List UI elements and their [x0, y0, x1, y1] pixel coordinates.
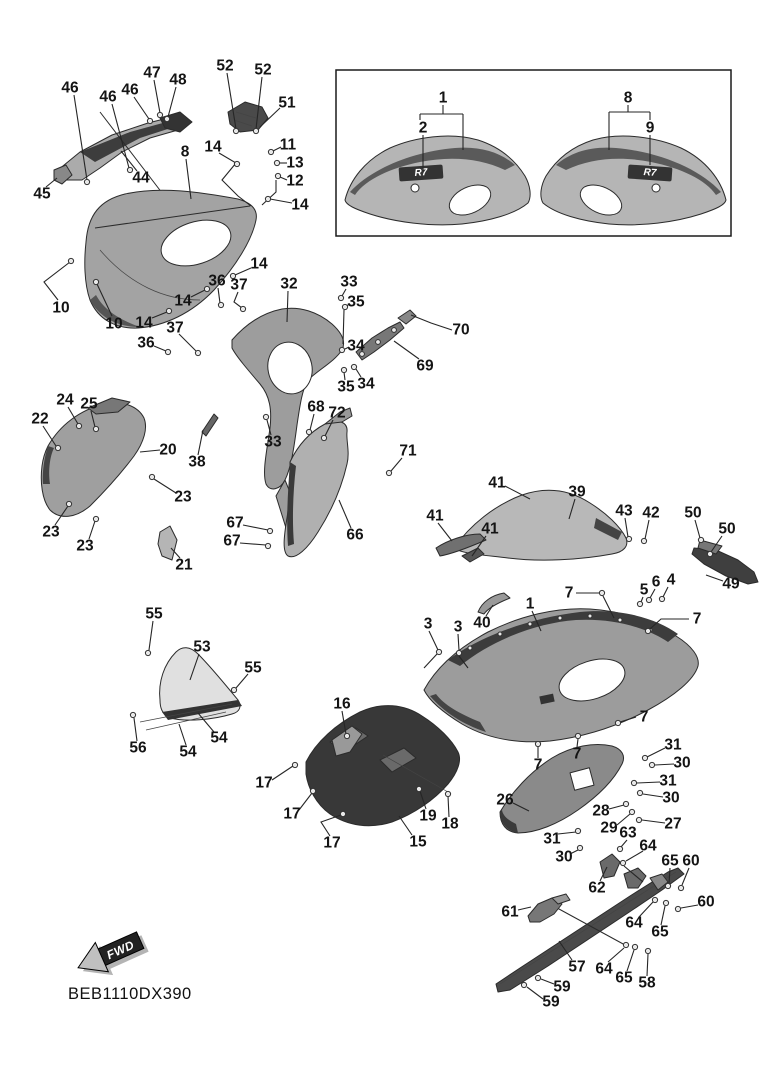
callout-62: 62 [588, 879, 606, 897]
callout-58: 58 [638, 974, 656, 992]
fastener-dot [275, 173, 280, 178]
fastener-dot [645, 948, 650, 953]
leader-line [240, 543, 266, 545]
fastener-dot [93, 279, 98, 284]
fastener-dot [629, 809, 634, 814]
leader-line [627, 950, 634, 971]
leader-line [44, 262, 70, 300]
leader-line [411, 315, 452, 330]
fastener-dot [456, 650, 461, 655]
callout-32: 32 [280, 275, 298, 293]
fastener-dot [645, 628, 650, 633]
fastener-dot [575, 828, 580, 833]
fastener-dot [166, 308, 171, 313]
fastener-dot [218, 302, 223, 307]
fastener-dot [321, 435, 326, 440]
callout-41: 41 [488, 474, 506, 492]
callout-63: 63 [619, 824, 637, 842]
leader-line [647, 954, 648, 976]
fwd-label: FWD [104, 937, 137, 963]
callout-19: 19 [419, 807, 437, 825]
callout-53: 53 [193, 638, 211, 656]
fastener-dot [145, 650, 150, 655]
callout-39: 39 [568, 483, 586, 501]
fastener-dot [263, 414, 268, 419]
callout-64: 64 [625, 914, 643, 932]
fastener-dot [626, 536, 631, 541]
callout-52: 52 [216, 57, 234, 75]
fastener-dot [663, 900, 668, 905]
fastener-dot [240, 306, 245, 311]
fastener-dot [341, 367, 346, 372]
fastener-dot [195, 350, 200, 355]
callout-15: 15 [409, 833, 427, 851]
part-69-rivet [392, 328, 397, 333]
callout-45: 45 [33, 185, 51, 203]
fastener-dot [620, 860, 625, 865]
fastener-dot [386, 470, 391, 475]
fastener-dot [631, 780, 636, 785]
callout-55: 55 [145, 605, 163, 623]
callout-66: 66 [346, 526, 364, 544]
callout-46: 46 [99, 88, 117, 106]
leader-line [310, 414, 314, 430]
callout-22: 22 [31, 410, 49, 428]
callout-60: 60 [682, 852, 700, 870]
callout-6: 6 [651, 573, 661, 591]
callout-52: 52 [254, 61, 272, 79]
leader-line [663, 587, 668, 597]
leader-line [661, 906, 665, 925]
fastener-dot [623, 942, 628, 947]
callout-41: 41 [426, 507, 444, 525]
leader-line [647, 748, 665, 757]
callout-14: 14 [135, 314, 153, 332]
fastener-dot [165, 349, 170, 354]
callout-42: 42 [642, 504, 660, 522]
fastener-dot [599, 590, 604, 595]
callout-3: 3 [423, 615, 433, 633]
inset-right-logo: R7 [643, 167, 657, 179]
leader-line [154, 80, 160, 113]
callout-33: 33 [340, 273, 358, 291]
fastener-dot [577, 845, 582, 850]
callout-49: 49 [722, 575, 740, 593]
callout-37: 37 [166, 319, 184, 337]
leader-line [149, 621, 153, 650]
callout-59: 59 [553, 978, 571, 996]
callout-30: 30 [662, 789, 680, 807]
leader-line [458, 634, 459, 650]
callout-30: 30 [555, 848, 573, 866]
callout-4: 4 [666, 571, 676, 589]
callout-61: 61 [501, 903, 519, 921]
leader-line [609, 805, 624, 809]
leader-line [154, 479, 176, 493]
fastener-dot [233, 128, 238, 133]
leader-line [179, 334, 196, 351]
leader-line [343, 310, 344, 344]
callout-67: 67 [223, 532, 241, 550]
leader-line [518, 907, 531, 910]
fastener-dot [338, 295, 343, 300]
callout-27: 27 [664, 815, 682, 833]
fastener-dot [76, 423, 81, 428]
leader-line [134, 97, 149, 119]
callout-7: 7 [639, 708, 649, 726]
callout-23: 23 [42, 523, 60, 541]
callout-7: 7 [533, 756, 543, 774]
callout-38: 38 [188, 453, 206, 471]
fastener-dot [339, 347, 344, 352]
fastener-dot [659, 596, 664, 601]
callout-51: 51 [278, 94, 296, 112]
fastener-dot [147, 118, 152, 123]
callout-31: 31 [543, 830, 561, 848]
leader-line [235, 268, 251, 275]
fastener-dot [649, 762, 654, 767]
callout-64: 64 [595, 960, 613, 978]
fastener-dot [416, 786, 421, 791]
leader-line [272, 766, 293, 780]
callout-14: 14 [174, 292, 192, 310]
leader-line [339, 500, 351, 528]
leader-line [234, 292, 242, 308]
leader-line [140, 450, 160, 452]
fastener-dot [84, 179, 89, 184]
fastener-dot [707, 551, 712, 556]
fastener-dot [698, 537, 703, 542]
fastener-dot [231, 687, 236, 692]
callout-36: 36 [208, 272, 226, 290]
fastener-dot [66, 501, 71, 506]
callout-2: 2 [418, 119, 428, 137]
callout-50: 50 [718, 520, 736, 538]
fastener-dot [675, 906, 680, 911]
leader-line [394, 341, 419, 359]
leader-line [429, 631, 438, 650]
fastener-dot [340, 811, 345, 816]
leader-line [399, 816, 412, 835]
callout-30: 30 [673, 754, 691, 772]
leader-line [655, 764, 674, 765]
callout-43: 43 [615, 502, 633, 520]
leader-line [179, 724, 186, 745]
callout-46: 46 [121, 81, 139, 99]
leader-line [617, 814, 630, 825]
fastener-dot [265, 543, 270, 548]
callout-65: 65 [651, 923, 669, 941]
callout-48: 48 [169, 71, 187, 89]
inset-overview [336, 70, 731, 236]
fastener-dot [665, 883, 670, 888]
callout-34: 34 [347, 337, 365, 355]
callout-71: 71 [399, 442, 417, 460]
inset-left-fairing [345, 136, 530, 225]
fastener-dot [130, 712, 135, 717]
callout-26: 26 [496, 791, 514, 809]
callout-17: 17 [283, 805, 301, 823]
callout-18: 18 [441, 815, 459, 833]
fastener-dot [268, 149, 273, 154]
fastener-dot [344, 733, 349, 738]
fastener-dot [68, 258, 73, 263]
callout-35: 35 [347, 293, 365, 311]
callout-14: 14 [250, 255, 268, 273]
leader-line [438, 523, 452, 541]
part-40-arc [478, 593, 510, 614]
part-62-bracket [624, 868, 646, 888]
leader-line [643, 794, 663, 797]
callout-5: 5 [639, 581, 649, 599]
fastener-dot [575, 733, 580, 738]
leader-line [134, 718, 137, 741]
callout-7: 7 [692, 610, 702, 628]
leader-line [299, 793, 312, 810]
callout-17: 17 [323, 834, 341, 852]
callout-70: 70 [452, 321, 470, 339]
fastener-dot [632, 944, 637, 949]
callout-31: 31 [659, 772, 677, 790]
fastener-dot [149, 474, 154, 479]
callout-20: 20 [159, 441, 177, 459]
callout-23: 23 [76, 537, 94, 555]
leader-line [218, 288, 220, 303]
fastener-dot [436, 649, 441, 654]
fastener-dot [636, 817, 641, 822]
leader-line [558, 832, 576, 834]
callout-41: 41 [481, 520, 499, 538]
callout-46: 46 [61, 79, 79, 97]
leader-line [198, 430, 203, 455]
callout-29: 29 [600, 819, 618, 837]
callout-3: 3 [453, 618, 463, 636]
callout-68: 68 [307, 398, 325, 416]
drawing-code: BEB1110DX390 [68, 985, 192, 1003]
fastener-dot [535, 741, 540, 746]
leader-line [391, 458, 402, 471]
fastener-dot [678, 885, 683, 890]
fastener-dot [615, 720, 620, 725]
callout-54: 54 [210, 729, 228, 747]
callout-9: 9 [645, 119, 655, 137]
callout-28: 28 [592, 802, 610, 820]
callout-25: 25 [80, 395, 98, 413]
callout-8: 8 [180, 143, 190, 161]
callout-14: 14 [204, 138, 222, 156]
fastener-dot [253, 128, 258, 133]
fastener-dot [93, 516, 98, 521]
callout-21: 21 [175, 556, 193, 574]
callout-65: 65 [661, 852, 679, 870]
fastener-dot [445, 791, 450, 796]
callout-17: 17 [255, 774, 273, 792]
leader-line [682, 868, 689, 885]
callout-72: 72 [328, 404, 346, 422]
callout-64: 64 [639, 837, 657, 855]
leader-line [243, 525, 268, 530]
callout-12: 12 [286, 172, 304, 190]
callout-10: 10 [52, 299, 70, 317]
fastener-dot [164, 116, 169, 121]
fastener-dot [641, 538, 646, 543]
callout-33: 33 [264, 433, 282, 451]
fwd-arrow [72, 924, 152, 987]
fastener-dot [521, 982, 526, 987]
callout-54: 54 [179, 743, 197, 761]
callout-1: 1 [525, 595, 535, 613]
fastener-dot [274, 160, 279, 165]
fastener-dot [157, 112, 162, 117]
callout-56: 56 [129, 739, 147, 757]
callout-60: 60 [697, 893, 715, 911]
callout-36: 36 [137, 334, 155, 352]
leader-line [154, 346, 166, 351]
leader-line [645, 520, 649, 539]
callout-13: 13 [286, 154, 304, 172]
callout-50: 50 [684, 504, 702, 522]
fastener-dot [310, 788, 315, 793]
leader-line [424, 654, 437, 668]
callout-59: 59 [542, 993, 560, 1011]
callout-37: 37 [230, 276, 248, 294]
fastener-dot [652, 897, 657, 902]
leader-line [637, 782, 660, 783]
fastener-dot [351, 364, 356, 369]
fastener-dot [234, 161, 239, 166]
callout-16: 16 [333, 695, 351, 713]
callout-44: 44 [132, 169, 150, 187]
callout-1: 1 [438, 89, 448, 107]
leader-line [706, 575, 723, 581]
leader-line [270, 199, 292, 203]
fastener-dot [623, 801, 628, 806]
part-70-bracket [398, 310, 416, 324]
part-38-sliver [202, 414, 218, 436]
fastener-dot [267, 528, 272, 533]
callout-10: 10 [105, 315, 123, 333]
leader-line [681, 905, 698, 908]
fastener-dot [642, 755, 647, 760]
fastener-dot [637, 601, 642, 606]
callout-23: 23 [174, 488, 192, 506]
fastener-dot [637, 790, 642, 795]
callout-57: 57 [568, 958, 586, 976]
callout-34: 34 [357, 375, 375, 393]
part-21-strip [158, 526, 177, 560]
callout-65: 65 [615, 969, 633, 987]
inset-right-fairing [541, 136, 726, 225]
callout-7: 7 [564, 584, 574, 602]
leader-line [541, 979, 554, 984]
callout-47: 47 [143, 64, 161, 82]
leader-line [695, 520, 700, 538]
fastener-dot [265, 196, 270, 201]
callout-55: 55 [244, 659, 262, 677]
leader-line [527, 987, 543, 999]
callout-35: 35 [337, 378, 355, 396]
leader-line [642, 820, 665, 823]
callout-24: 24 [56, 391, 74, 409]
leader-line [89, 521, 95, 539]
leader-line [448, 796, 449, 817]
leader-line [625, 518, 628, 537]
fastener-dot [55, 445, 60, 450]
callout-7: 7 [572, 745, 582, 763]
callout-11: 11 [279, 136, 297, 154]
callout-69: 69 [416, 357, 434, 375]
part-69-rivet [376, 340, 381, 345]
callout-14: 14 [291, 196, 309, 214]
fastener-dot [306, 429, 311, 434]
fastener-dot [535, 975, 540, 980]
callout-8: 8 [623, 89, 633, 107]
leader-line [168, 87, 176, 117]
fastener-dot [292, 762, 297, 767]
callout-67: 67 [226, 514, 244, 532]
fastener-dot [93, 426, 98, 431]
callout-40: 40 [473, 614, 491, 632]
callout-31: 31 [664, 736, 682, 754]
fastener-dot [617, 846, 622, 851]
inset-left-logo: R7 [414, 167, 428, 179]
